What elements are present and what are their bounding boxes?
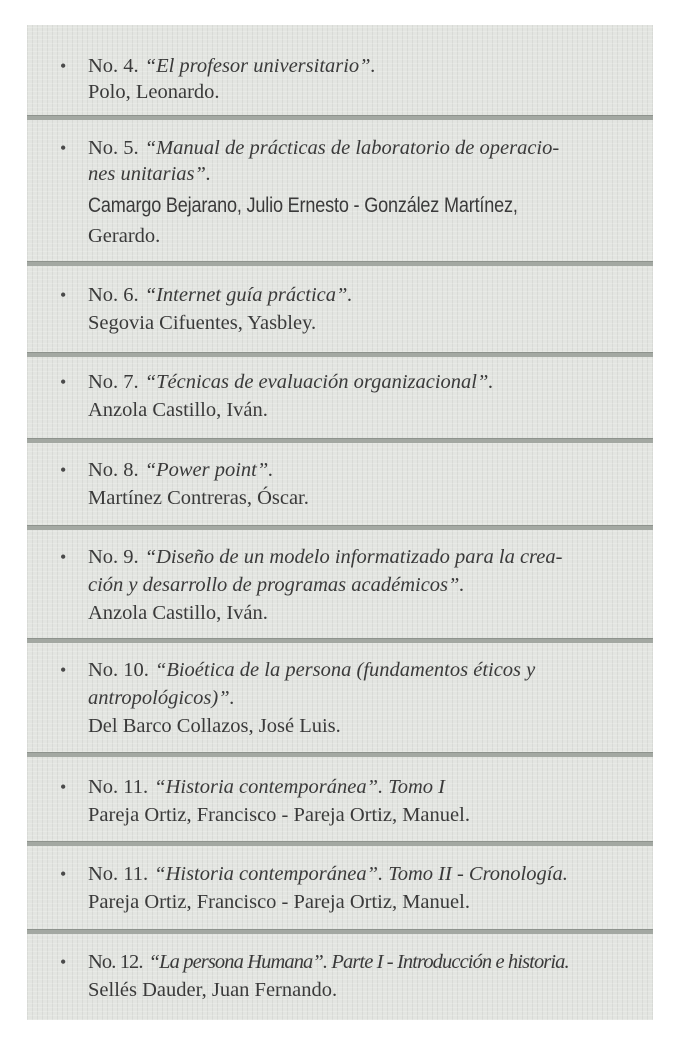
- item-title: “Bioética de la persona (fundamentos éticos y: [154, 659, 536, 681]
- item-volume: Tomo II - Cronología.: [388, 863, 568, 885]
- item-author: Del Barco Collazos, José Luis.: [88, 715, 341, 737]
- item-number: No. 6.: [88, 284, 139, 306]
- bullet: •: [60, 138, 67, 158]
- item-number: No. 11.: [88, 863, 149, 885]
- item-number: No. 8.: [88, 459, 139, 481]
- bullet: •: [60, 56, 67, 76]
- item-author: Pareja Ortiz, Francisco - Pareja Ortiz, Manuel.: [88, 891, 470, 913]
- item-volume: Parte I - Introducción e historia.: [331, 951, 569, 973]
- item-title: “Power point”.: [144, 459, 274, 481]
- bullet: •: [60, 547, 67, 567]
- item-author: Martínez Contreras, Óscar.: [88, 487, 309, 509]
- divider: [27, 525, 653, 530]
- item-title: “Técnicas de evaluación organizacional”.: [144, 371, 494, 393]
- item-number: No. 10.: [88, 659, 149, 681]
- item-author: Anzola Castillo, Iván.: [88, 602, 268, 624]
- title-line: [88, 369, 494, 395]
- title-line: [88, 282, 353, 308]
- item-title-continued: nes unitarias”.: [88, 163, 212, 185]
- item-title: “Historia contemporánea”.: [154, 776, 384, 798]
- divider: [27, 841, 653, 846]
- item-author: Camargo Bejarano, Julio Ernesto - González Martínez,: [88, 194, 518, 217]
- item-title: “La persona Humana”.: [148, 951, 328, 973]
- item-title: “Historia contemporánea”.: [154, 863, 384, 885]
- item-title: “Internet guía práctica”.: [144, 284, 353, 306]
- item-title-continued: ción y desarrollo de programas académicos”.: [88, 574, 465, 596]
- item-number: No. 9.: [88, 546, 139, 568]
- bullet: •: [60, 777, 67, 797]
- divider: [27, 752, 653, 757]
- item-author: Polo, Leonardo.: [88, 81, 220, 103]
- bullet: •: [60, 372, 67, 392]
- bullet: •: [60, 864, 67, 884]
- item-volume: Tomo I: [388, 776, 446, 798]
- item-number: No. 4.: [88, 55, 139, 77]
- item-number: No. 5.: [88, 137, 139, 159]
- title-line: [88, 53, 376, 79]
- item-title: “Diseño de un modelo informatizado para la crea-: [144, 546, 563, 568]
- title-line: [88, 861, 568, 887]
- bullet: •: [60, 952, 67, 972]
- divider: [27, 352, 653, 357]
- item-title-continued: antropológicos)”.: [88, 687, 235, 709]
- divider: [27, 438, 653, 443]
- item-author-continued: Gerardo.: [88, 225, 161, 247]
- divider: [27, 638, 653, 643]
- title-line: [88, 544, 562, 570]
- item-author: Pareja Ortiz, Francisco - Pareja Ortiz, Manuel.: [88, 804, 470, 826]
- divider: [27, 115, 653, 120]
- bullet: •: [60, 660, 67, 680]
- title-line: [88, 949, 569, 975]
- bullet: •: [60, 285, 67, 305]
- item-title: “El profesor universitario”.: [144, 55, 376, 77]
- bullet: •: [60, 460, 67, 480]
- title-line: [88, 457, 273, 483]
- item-number: No. 11.: [88, 776, 149, 798]
- item-number: No. 12.: [88, 951, 143, 973]
- divider: [27, 261, 653, 266]
- item-author: Anzola Castillo, Iván.: [88, 399, 268, 421]
- item-number: No. 7.: [88, 371, 139, 393]
- divider: [27, 929, 653, 934]
- title-line: [88, 774, 445, 800]
- item-title: “Manual de prácticas de laboratorio de operacio-: [144, 137, 560, 159]
- item-author: Sellés Dauder, Juan Fernando.: [88, 979, 338, 1001]
- title-line: [88, 135, 559, 161]
- publication-list-panel: [27, 25, 653, 1020]
- title-line: [88, 657, 535, 683]
- item-author: Segovia Cifuentes, Yasbley.: [88, 312, 317, 334]
